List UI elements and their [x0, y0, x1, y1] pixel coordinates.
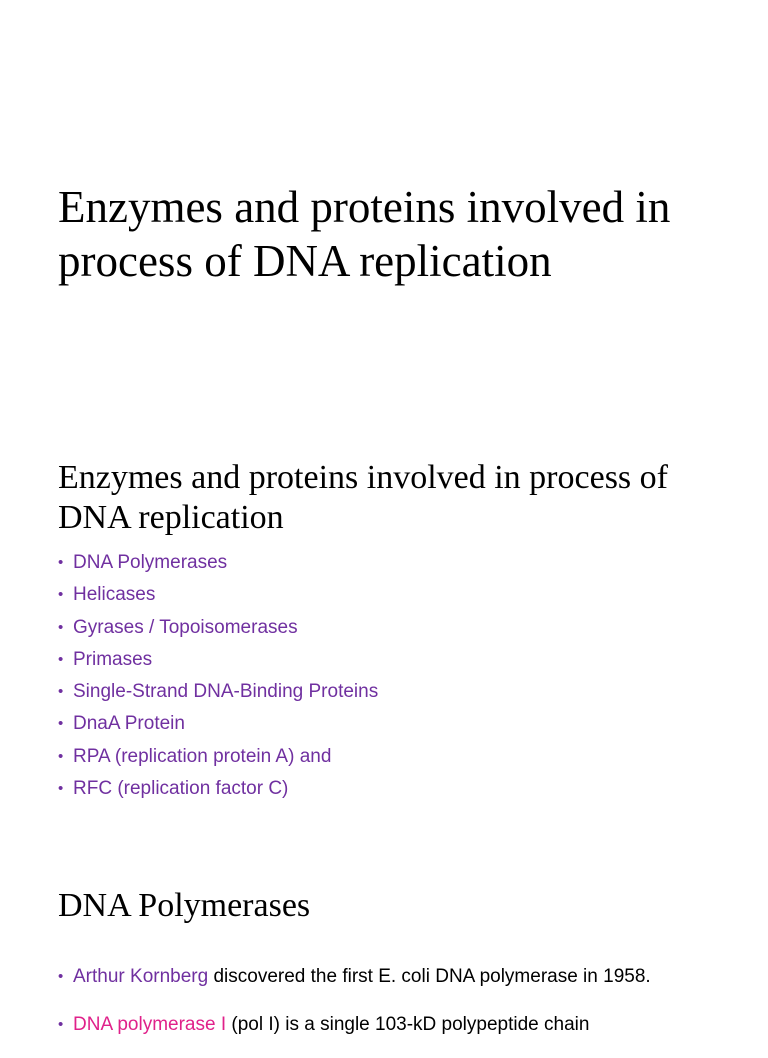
bullet-icon: •: [58, 1016, 64, 1033]
list-item-text: discovered the first E. coli DNA polymerase in 1958.: [208, 966, 651, 987]
list-item: [58, 742, 718, 774]
bullet-icon: •: [58, 968, 64, 985]
bullet-icon: •: [58, 780, 64, 798]
list-item-text: (pol I) is a single 103-kD polypeptide chain: [226, 1014, 590, 1035]
list-item-text: RPA (replication protein A) and: [73, 745, 332, 767]
list-item-text: Single-Strand DNA-Binding Proteins: [73, 681, 379, 703]
section-heading-dna-polymerases: DNA Polymerases: [58, 887, 311, 924]
list-item: [58, 548, 718, 580]
bullet-icon: •: [58, 554, 64, 571]
bullet-icon: •: [58, 586, 64, 604]
bullet-icon: •: [58, 650, 64, 668]
list-item-text: DNA Polymerases: [73, 552, 228, 573]
list-item-text: RFC (replication factor C): [73, 778, 289, 800]
bullet-icon: •: [58, 683, 64, 701]
highlight-text: DNA polymerase I: [73, 1014, 227, 1035]
list-item: [58, 613, 718, 645]
list-item-text: Primases: [73, 648, 153, 670]
bullet-icon: •: [58, 747, 64, 765]
list-item: [58, 709, 718, 741]
list-item-text: Gyrases / Topoisomerases: [73, 616, 298, 638]
list-item: [58, 1010, 758, 1058]
bullet-icon: •: [58, 618, 64, 636]
polymerase-list: [58, 962, 758, 1058]
list-item: [58, 677, 718, 709]
slide-title: Enzymes and proteins involved in process of DNA replication: [58, 182, 671, 286]
list-item: [58, 645, 718, 677]
bullet-icon: •: [58, 715, 64, 733]
highlight-text: Arthur Kornberg: [73, 966, 209, 987]
list-item: [58, 774, 718, 806]
list-item: [58, 962, 758, 1010]
list-item: [58, 580, 718, 612]
list-item-text: DnaA Protein: [73, 713, 185, 735]
list-item-text: Helicases: [73, 584, 156, 606]
enzyme-list: [58, 548, 718, 806]
section-heading-enzymes: Enzymes and proteins involved in process of DNA replication: [58, 459, 668, 536]
